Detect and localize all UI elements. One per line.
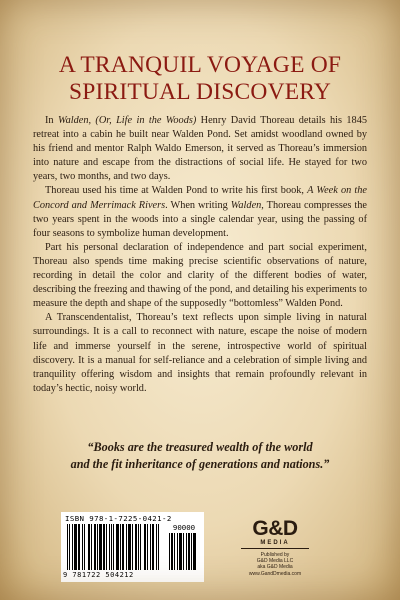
addon-barcode-bars <box>169 533 199 570</box>
synopsis-paragraph-3: Part his personal declaration of independence and part social experiment, Thoreau also spends time making precise scientific observations of nature, recording in detail the color and clarity of the different bodies of water, describing the freezing and thawing of the pond, and detailing his experiments to measure the depth and shape of the supposedly “bottomless” Walden Pond. <box>33 241 367 310</box>
p1-text-b: Henry David Thoreau details his 1845 retreat into a cabin he built near Walden Pond. Set amidst woodland owned by his friend and mentor Ralph Waldo Emerson, it served as Thoreau’s immersion into nature and escape from the distractions of social life. He stayed for two years, two months, and two days. <box>33 115 367 183</box>
ean-digits: 9 781722 504212 <box>63 571 134 579</box>
synopsis-paragraph-1 <box>33 114 367 184</box>
publisher-logo <box>233 519 317 577</box>
synopsis-paragraph-2 <box>33 184 367 240</box>
publisher-line-3: aka G&D Media <box>257 564 293 571</box>
publisher-line-4: www.GandDmedia.com <box>248 570 302 577</box>
publisher-line-1: Published by <box>260 552 290 558</box>
publisher-line-2: G&D Media LLC <box>256 558 294 565</box>
addon-code: 90000 <box>172 523 196 532</box>
headline-line-1: A TRANQUIL VOYAGE OF <box>58 52 342 78</box>
barcode <box>61 512 204 582</box>
p1-book-title: Walden, (Or, Life in the Woods) <box>57 115 197 126</box>
quote-line-2: and the fit inheritance of generations and nations.” <box>70 457 330 471</box>
synopsis-paragraph-4: A Transcendentalist, Thoreau’s text reflects upon simple living in natural surroundings. It is a call to reconnect with nature, escape the noise of modern life and immerse yourself in the serene, introspective world of spiritual discovery. It is a manual for self-reliance and a celebration of simple living and tranquility offering wisdom and insights that remain profoundly relevant in today’s hectic, noisy world. <box>33 312 367 394</box>
isbn-label: ISBN 978-1-7225-0421-2 <box>65 514 172 523</box>
synopsis <box>33 114 367 396</box>
logo-subtitle: MEDIA <box>260 540 290 546</box>
p2-text-a: Thoreau used his time at Walden Pond to write his first book, <box>45 185 308 197</box>
p2-text-c: , Thoreau compresses the two years spent in the woods into a single calendar year, using the passing of four seasons to symbolize human development. <box>33 199 367 239</box>
pull-quote <box>40 439 360 473</box>
logo-divider <box>241 548 309 549</box>
p1-text-a: In <box>45 115 58 126</box>
p2-book-title: A Week on the Concord and Merrimack Rivers <box>33 185 368 211</box>
logo-mark: G&D <box>252 517 298 540</box>
p2-text-b: . When writing <box>165 199 231 211</box>
ean-barcode-bars <box>67 524 165 570</box>
headline-line-2: SPIRITUAL DISCOVERY <box>68 79 332 105</box>
headline <box>0 52 400 106</box>
quote-line-1: “Books are the treasured wealth of the world <box>87 440 313 454</box>
p2-walden-title: Walden <box>230 199 262 211</box>
